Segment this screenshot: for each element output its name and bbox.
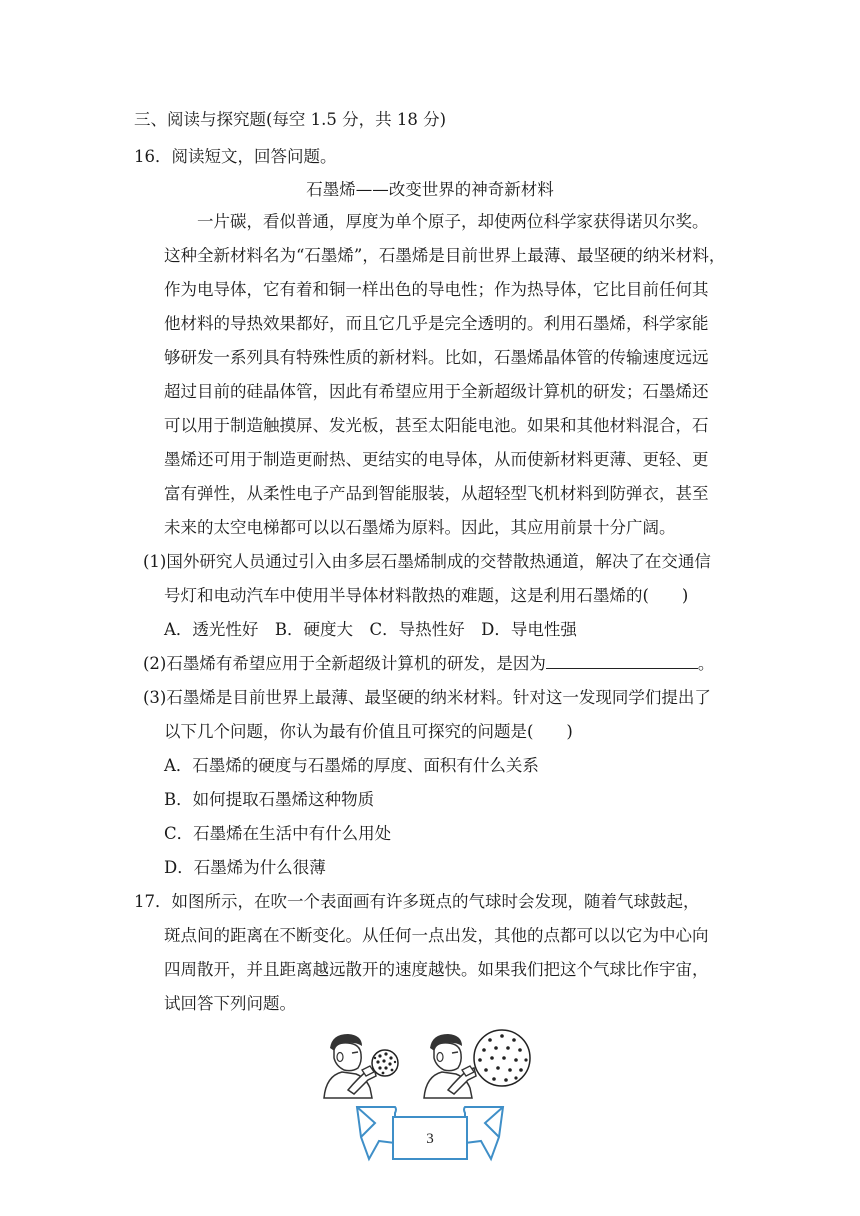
page-number: 3 [426,1131,434,1147]
sub2-end: 。 [697,654,715,673]
passage-line: 未来的太空电梯都可以以石墨烯为原料。因此，其应用前景十分广阔。 [164,518,676,537]
passage-line: 墨烯还可用于制造更耐热、更结实的电导体，从而使新材料更薄、更轻、更 [164,450,709,469]
sub3-option: D．石墨烯为什么很薄 [164,858,326,877]
answer-blank[interactable] [546,654,698,669]
section-header: 三、阅读与探究题(每空 1.5 分，共 18 分) [134,110,447,129]
passage-line: 富有弹性，从柔性电子产品到智能服装，从超轻型飞机材料到防弹衣，甚至 [164,484,709,503]
sub3-line: 以下几个问题，你认为最有价值且可探究的问题是( ) [164,722,573,741]
q16-stem: 16．阅读短文，回答问题。 [134,147,337,166]
passage-line: 一片碳，看似普通，厚度为单个原子，却使两位科学家获得诺贝尔奖。 [197,212,709,231]
sub2-line [143,652,714,676]
passage-line: 超过目前的硅晶体管，因此有希望应用于全新超级计算机的研发；石墨烯还 [164,382,709,401]
sub3-line: (3)石墨烯是目前世界上最薄、最坚硬的纳米材料。针对这一发现同学们提出了 [143,688,711,707]
passage-line: 可以用于制造触摸屏、发光板，甚至太阳能电池。如果和其他材料混合，石 [164,416,709,435]
sub3-option: A．石墨烯的硬度与石墨烯的厚度、面积有什么关系 [164,756,539,775]
sub1-options: A．透光性好 B．硬度大 C．导热性好 D．导电性强 [164,620,577,639]
passage-line: 这种全新材料名为“石墨烯”，石墨烯是目前世界上最薄、最坚硬的纳米材料， [164,246,726,265]
sub1-line: (1)国外研究人员通过引入由多层石墨烯制成的交替散热通道，解决了在交通信 [143,552,711,571]
boy-small-balloon-illustration [318,1030,418,1100]
q17-line: 试回答下列问题。 [164,994,296,1013]
page-number-banner [355,1103,505,1163]
sub3-option: C．石墨烯在生活中有什么用处 [164,824,392,843]
passage-line: 作为电导体，它有着和铜一样出色的导电性；作为热导体，它比目前任何其 [164,280,709,299]
sub2-text: (2)石墨烯有希望应用于全新超级计算机的研发，是因为 [143,654,546,673]
passage-line: 他材料的导热效果都好，而且它几乎是完全透明的。利用石墨烯，科学家能 [164,314,709,333]
passage-line: 够研发一系列具有特殊性质的新材料。比如，石墨烯晶体管的传输速度远远 [164,348,709,367]
q17-line: 斑点间的距离在不断变化。从任何一点出发，其他的点都可以以它为中心向 [164,926,709,945]
q17-line: 四周散开，并且距离越远散开的速度越快。如果我们把这个气球比作宇宙， [164,960,709,979]
boy-large-balloon-illustration [418,1024,538,1100]
q17-line: 17．如图所示，在吹一个表面画有许多斑点的气球时会发现，随着气球鼓起， [134,892,700,911]
sub3-option: B．如何提取石墨烯这种物质 [164,790,375,809]
article-title: 石墨烯——改变世界的神奇新材料 [306,180,554,199]
sub1-line: 号灯和电动汽车中使用半导体材料散热的难题，这是利用石墨烯的( ) [164,586,689,605]
